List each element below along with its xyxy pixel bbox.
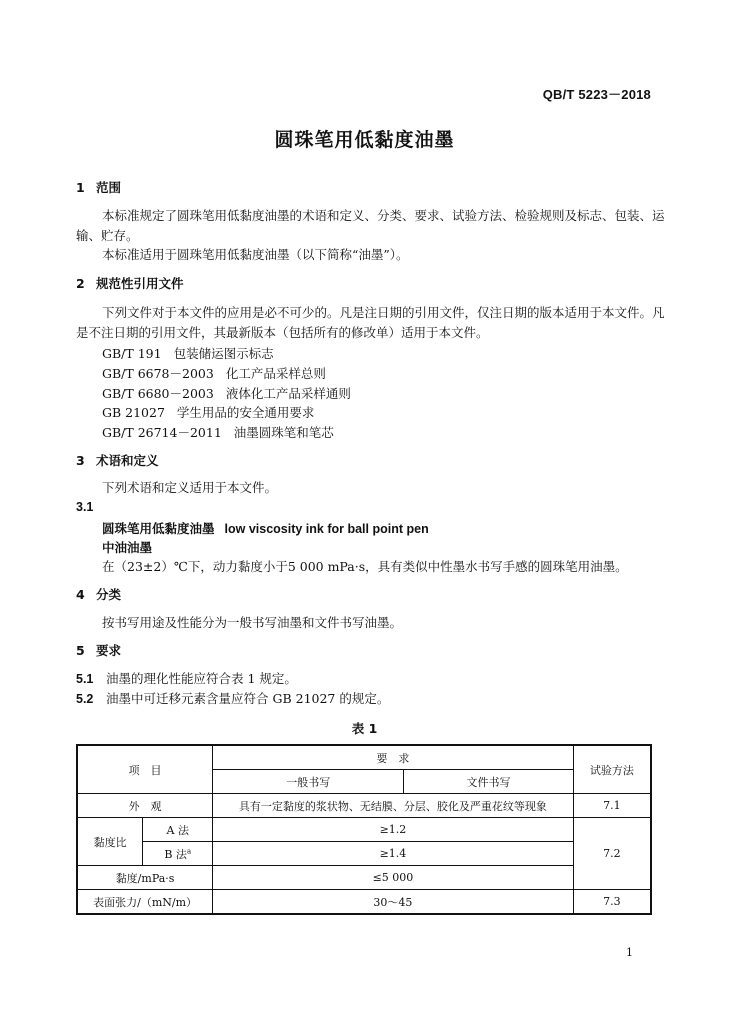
clause-text: 油墨中可迁移元素含量应符合 GB 21027 的规定。 xyxy=(106,691,390,706)
row-label: 外 观 xyxy=(77,794,213,818)
subclause-number: 3.1 xyxy=(76,500,94,514)
clause-5-1 xyxy=(76,669,297,687)
term-definition: 在（23±2）℃下，动力黏度小于5 000 mPa·s，具有类似中性墨水书写手感的圆珠笔用油墨。 xyxy=(102,559,628,574)
clause-text: 油墨的理化性能应符合表 1 规定。 xyxy=(106,671,297,686)
section-4-paragraph: 按书写用途及性能分为一般书写油墨和文件书写油墨。 xyxy=(102,615,403,630)
table-caption: 表 1 xyxy=(351,721,378,736)
section-title: 规范性引用文件 xyxy=(96,276,184,291)
section-2-heading xyxy=(76,274,184,292)
table-row xyxy=(77,842,651,866)
reference-code: GB/T 26714－2011 xyxy=(102,425,222,440)
section-3-intro: 下列术语和定义适用于本文件。 xyxy=(102,480,278,495)
reference-name: 油墨圆珠笔和笔芯 xyxy=(233,425,334,440)
row-sublabel xyxy=(143,842,213,866)
table-row xyxy=(77,794,651,818)
section-number: 4 xyxy=(76,587,85,602)
term-chinese: 圆珠笔用低黏度油墨 xyxy=(102,521,215,536)
section-1-paragraph-2: 本标准适用于圆珠笔用低黏度油墨（以下简称“油墨”）。 xyxy=(102,247,409,262)
reference-code: GB 21027 xyxy=(102,405,165,420)
section-title: 术语和定义 xyxy=(96,453,159,468)
header-general: 一般书写 xyxy=(213,770,404,794)
section-4-heading xyxy=(76,585,121,603)
row-label: 黏度/mPa·s xyxy=(77,866,213,890)
row-method: 7.1 xyxy=(573,794,651,818)
reference-code: GB/T 6678－2003 xyxy=(102,366,214,381)
row-value: ≥1.4 xyxy=(213,842,574,866)
section-5-heading xyxy=(76,641,121,659)
section-title: 分类 xyxy=(96,587,122,602)
reference-item xyxy=(102,344,274,362)
section-2-intro: 下列文件对于本文件的应用是必不可少的。凡是注日期的引用文件，仅注日期的版本适用于本文件。凡是不注日期的引用文件，其最新版本（包括所有的修改单）适用于本文件。 xyxy=(76,305,665,340)
term-alias: 中油油墨 xyxy=(102,540,153,555)
sublabel-text: B 法 xyxy=(164,847,187,861)
section-number: 3 xyxy=(76,453,85,468)
reference-name: 化工产品采样总则 xyxy=(225,366,326,381)
row-value: ≥1.2 xyxy=(213,818,574,842)
clause-number: 5.1 xyxy=(76,672,94,686)
reference-name: 包装储运图示标志 xyxy=(173,346,274,361)
header-method: 试验方法 xyxy=(573,745,651,794)
reference-item xyxy=(102,384,351,402)
standard-code: QB/T 5223－2018 xyxy=(542,87,651,102)
section-number: 5 xyxy=(76,643,85,658)
properties-table xyxy=(76,744,652,915)
section-3-heading xyxy=(76,451,159,469)
table-row xyxy=(77,866,651,890)
table-row xyxy=(77,890,651,915)
clause-5-2 xyxy=(76,689,389,707)
row-value: ≤5 000 xyxy=(213,866,574,890)
clause-number: 5.2 xyxy=(76,692,94,706)
term-entry xyxy=(102,519,429,537)
reference-item xyxy=(102,364,326,382)
reference-name: 学生用品的安全通用要求 xyxy=(176,405,315,420)
section-number: 1 xyxy=(76,180,85,195)
table-row xyxy=(77,818,651,842)
section-1-heading xyxy=(76,178,121,196)
reference-name: 液体化工产品采样通则 xyxy=(225,386,351,401)
row-value: 具有一定黏度的浆状物、无结膜、分层、胶化及严重花纹等现象 xyxy=(213,794,574,818)
page-number: 1 xyxy=(626,946,633,959)
footnote-marker: a xyxy=(186,846,192,855)
reference-code: GB/T 191 xyxy=(102,346,162,361)
row-label: 黏度比 xyxy=(77,818,143,866)
document-title: 圆珠笔用低黏度油墨 xyxy=(274,129,455,151)
reference-item xyxy=(102,403,314,421)
header-item: 项 目 xyxy=(77,745,213,794)
row-method: 7.3 xyxy=(573,890,651,915)
section-title: 要求 xyxy=(96,643,122,658)
row-label: 表面张力/（mN/m） xyxy=(77,890,213,915)
header-requirement: 要 求 xyxy=(213,745,574,770)
header-document: 文件书写 xyxy=(404,770,573,794)
term-english: low viscosity ink for ball point pen xyxy=(224,522,429,536)
row-method: 7.2 xyxy=(573,818,651,890)
row-sublabel: A 法 xyxy=(143,818,213,842)
section-title: 范围 xyxy=(96,180,122,195)
section-1-paragraph-1: 本标准规定了圆珠笔用低黏度油墨的术语和定义、分类、要求、试验方法、检验规则及标志、包装、运输、贮存。 xyxy=(76,208,665,243)
table-header-row xyxy=(77,745,651,770)
row-value: 30～45 xyxy=(213,890,574,915)
reference-code: GB/T 6680－2003 xyxy=(102,386,214,401)
section-number: 2 xyxy=(76,276,85,291)
reference-item xyxy=(102,423,334,441)
